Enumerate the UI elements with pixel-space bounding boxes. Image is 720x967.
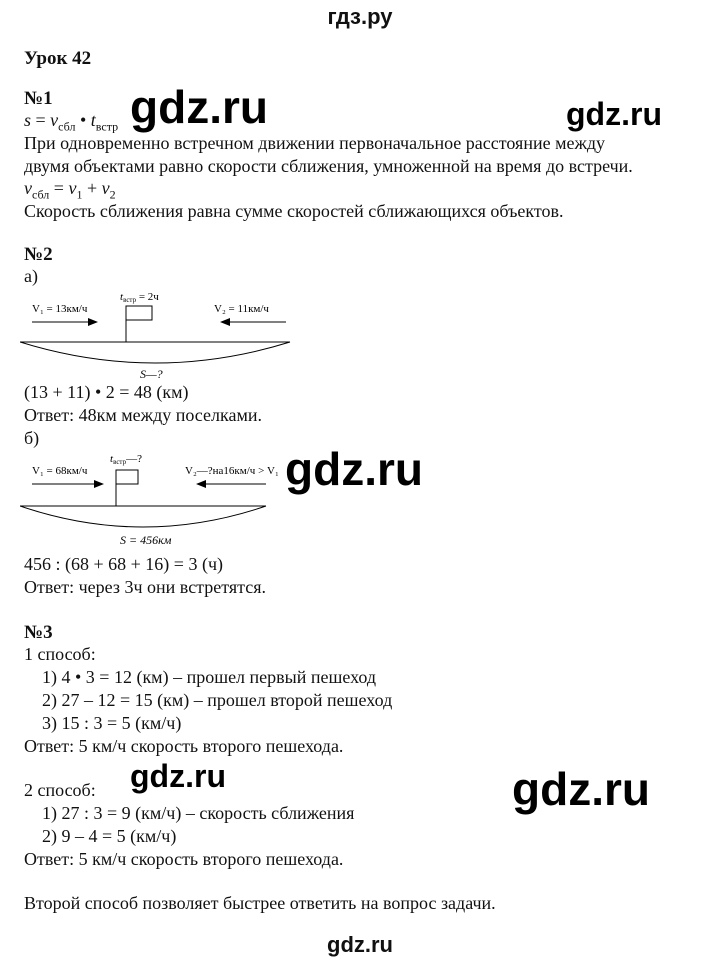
conclusion: Второй способ позволяет быстрее ответить на вопрос задачи. (24, 893, 496, 913)
meeting-flag-icon (116, 470, 138, 484)
method1-label: 1 способ: (24, 644, 96, 664)
diagram-a-v1-label: V₁ = 13км/ч (32, 303, 88, 315)
diagram-b-v1-label: V₁ = 68км/ч (32, 465, 88, 477)
method2-step: 1) 27 : 3 = 9 (км/ч) – скорость сближения (42, 803, 355, 823)
distance-arc (20, 506, 266, 527)
watermark: gdz.ru (285, 443, 423, 495)
watermark: gdz.ru (130, 81, 268, 133)
task1-text2: Скорость сближения равна сумме скоростей сближающихся объектов. (24, 201, 564, 221)
task2-a-answer: Ответ: 48км между поселками. (24, 405, 262, 425)
task1-number: №1 (24, 88, 53, 109)
arrow-right-icon (88, 318, 98, 326)
arrow-left-icon (220, 318, 230, 326)
diagram-a-s-label: S—? (140, 367, 163, 380)
arrow-left-icon (196, 480, 206, 488)
task1-text-line2: двумя объектами равно скорости сближения, умноженной на время до встречи. (24, 156, 633, 176)
watermark-bottom: gdz.ru (327, 932, 393, 957)
task2-a-calc: (13 + 11) • 2 = 48 (км) (24, 382, 189, 402)
task2-b-answer: Ответ: через 3ч они встретятся. (24, 577, 267, 597)
arrow-right-icon (94, 480, 104, 488)
diagram-b-t-label: tвстр—? (110, 453, 142, 466)
method1-step: 2) 27 – 12 = 15 (км) – прошел второй пешеход (42, 690, 393, 710)
method2-answer: Ответ: 5 км/ч скорость второго пешехода. (24, 849, 344, 869)
site-title: гдз.ру (327, 4, 393, 29)
task2-part-b-label: б) (24, 428, 40, 448)
watermark: gdz.ru (512, 763, 650, 815)
formula-distance: $s = v_{сбл}$ • $t_{встр}$ (24, 110, 119, 134)
method1-step: 3) 15 : 3 = 5 (км/ч) (42, 713, 182, 733)
formula-approach-speed: $v_{сбл} = v_1 + v_2$ (24, 178, 116, 202)
task2-number: №2 (24, 244, 53, 265)
method1-answer: Ответ: 5 км/ч скорость второго пешехода. (24, 736, 344, 756)
distance-arc (20, 342, 290, 363)
diagram-b-s-label: S = 456км (120, 533, 172, 547)
meeting-flag-icon (126, 306, 152, 320)
watermark: gdz.ru (566, 96, 662, 132)
diagram-b-v2-label: V₂—?на16км/ч > V₁ (185, 465, 279, 477)
method2-label: 2 способ: (24, 780, 96, 800)
diagram-a-t-label: tвстр = 2ч (120, 291, 159, 304)
task3-number: №3 (24, 622, 53, 643)
watermark: gdz.ru (130, 758, 226, 794)
lesson-title: Урок 42 (24, 48, 92, 69)
diagram-a-v2-label: V₂ = 11км/ч (214, 303, 269, 315)
diagram-b (20, 448, 360, 548)
task2-b-calc: 456 : (68 + 68 + 16) = 3 (ч) (24, 554, 223, 574)
method1-step: 1) 4 • 3 = 12 (км) – прошел первый пешеход (42, 667, 377, 687)
method2-step: 2) 9 – 4 = 5 (км/ч) (42, 826, 177, 846)
task1-text-line1: При одновременно встречном движении первоначальное расстояние между (24, 133, 606, 153)
task2-part-a-label: а) (24, 266, 38, 286)
diagram-a (20, 284, 320, 380)
